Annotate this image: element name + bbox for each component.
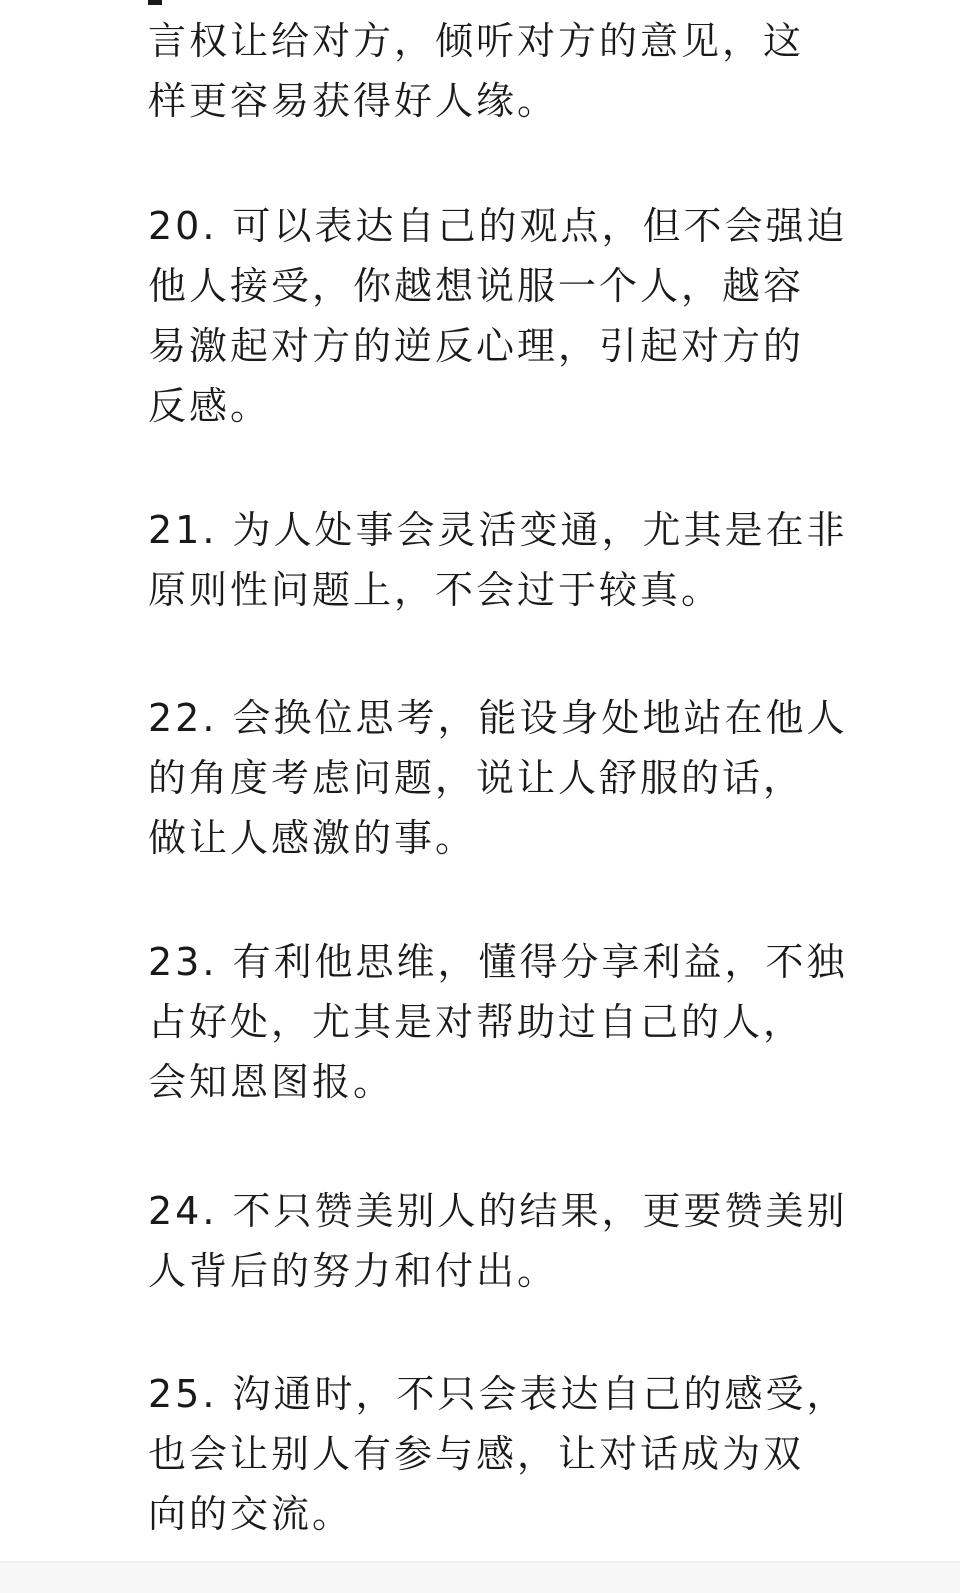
text-line: 25. 沟通时，不只会表达自己的感受， [148,1372,848,1416]
clipped-previous-line-fragment [148,0,162,5]
text-line: 他人接受，你越想说服一个人，越容 [148,264,805,308]
text-line: 言权让给对方，倾听对方的意见，这 [148,19,805,63]
text-line: 反感。 [148,384,272,428]
text-line: 会知恩图报。 [148,1060,395,1104]
paragraph-item-24 [148,1181,848,1301]
paragraph-item-20 [148,196,848,436]
paragraph-item-21 [148,500,848,620]
text-line: 22. 会换位思考，能设身处地站在他人 [148,696,848,740]
text-line: 20. 可以表达自己的观点，但不会强迫 [148,204,848,248]
text-line: 的角度考虑问题，说让人舒服的话， [148,756,805,800]
text-line: 人背后的努力和付出。 [148,1249,559,1293]
text-line: 23. 有利他思维，懂得分享利益，不独 [148,940,848,984]
text-line: 原则性问题上，不会过于较真。 [148,568,723,612]
paragraph-item-22 [148,688,848,868]
paragraph-item-23 [148,932,848,1112]
bottom-band [0,1563,960,1593]
text-line: 做让人感激的事。 [148,816,477,860]
text-line: 样更容易获得好人缘。 [148,79,559,123]
text-line: 占好处，尤其是对帮助过自己的人， [148,1000,805,1044]
paragraph-item-25 [148,1364,848,1544]
text-line: 向的交流。 [148,1492,354,1536]
paragraph-continued [148,11,804,131]
text-line: 21. 为人处事会灵活变通，尤其是在非 [148,508,848,552]
text-line: 24. 不只赞美别人的结果，更要赞美别 [148,1189,848,1233]
text-line: 也会让别人有参与感，让对话成为双 [148,1432,805,1476]
text-line: 易激起对方的逆反心理，引起对方的 [148,324,805,368]
